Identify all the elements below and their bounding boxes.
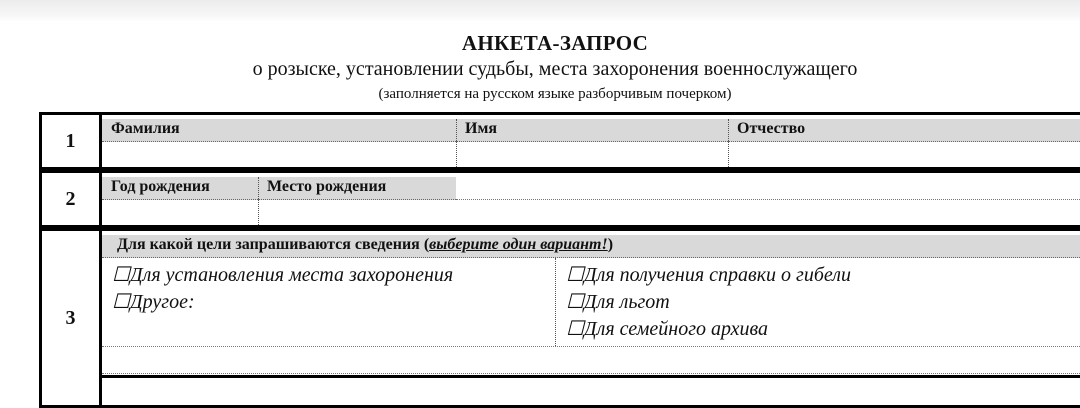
option-benefits-checkbox[interactable]: ☐Для льгот	[566, 291, 670, 313]
birth-place-input-area[interactable]	[259, 200, 1080, 225]
purpose-question	[102, 235, 1080, 258]
surname-input-area[interactable]	[102, 142, 456, 167]
row-number: 1	[42, 115, 102, 167]
viewer-top-bar	[0, 0, 1080, 22]
field-label-surname: Фамилия	[102, 119, 456, 142]
patronymic-input-area[interactable]	[729, 142, 1080, 167]
field-label-birth-place: Место рождения	[258, 177, 456, 200]
purpose-question-close: )	[607, 236, 614, 253]
row-number: 2	[42, 173, 102, 225]
option-death-certificate-checkbox[interactable]: ☐Для получения справки о гибели	[566, 264, 852, 286]
field-underline	[102, 373, 1080, 374]
form-title: АНКЕТА-ЗАПРОС	[461, 31, 649, 55]
option-other-checkbox[interactable]: ☐Другое:	[112, 291, 195, 313]
name-input-area[interactable]	[457, 142, 728, 167]
field-label-birth-year: Год рождения	[102, 177, 258, 200]
option-burial-place-checkbox[interactable]: ☐Для установления места захоронения	[112, 264, 454, 286]
form-row-2	[39, 170, 1080, 228]
form-fill-note: (заполняется на русском языке разборчивым почерком)	[378, 86, 732, 102]
option-family-archive-checkbox[interactable]: ☐Для семейного архива	[566, 318, 769, 340]
column-divider	[555, 258, 556, 346]
birth-year-input-area[interactable]	[102, 200, 258, 225]
form-row-3	[39, 228, 1080, 408]
purpose-question-emphasis: выберите один вариант!	[429, 236, 608, 253]
form-row-1	[39, 112, 1080, 170]
row-divider	[102, 375, 1080, 378]
field-label-name: Имя	[456, 119, 728, 142]
purpose-question-text: Для какой цели запрашиваются сведения (	[117, 236, 430, 253]
field-label-patronymic: Отчество	[728, 119, 1080, 142]
field-underline	[102, 346, 1080, 347]
row-number: 3	[42, 231, 102, 405]
form-subtitle: о розыске, установлении судьбы, места захоронения военнослужащего	[252, 58, 858, 80]
